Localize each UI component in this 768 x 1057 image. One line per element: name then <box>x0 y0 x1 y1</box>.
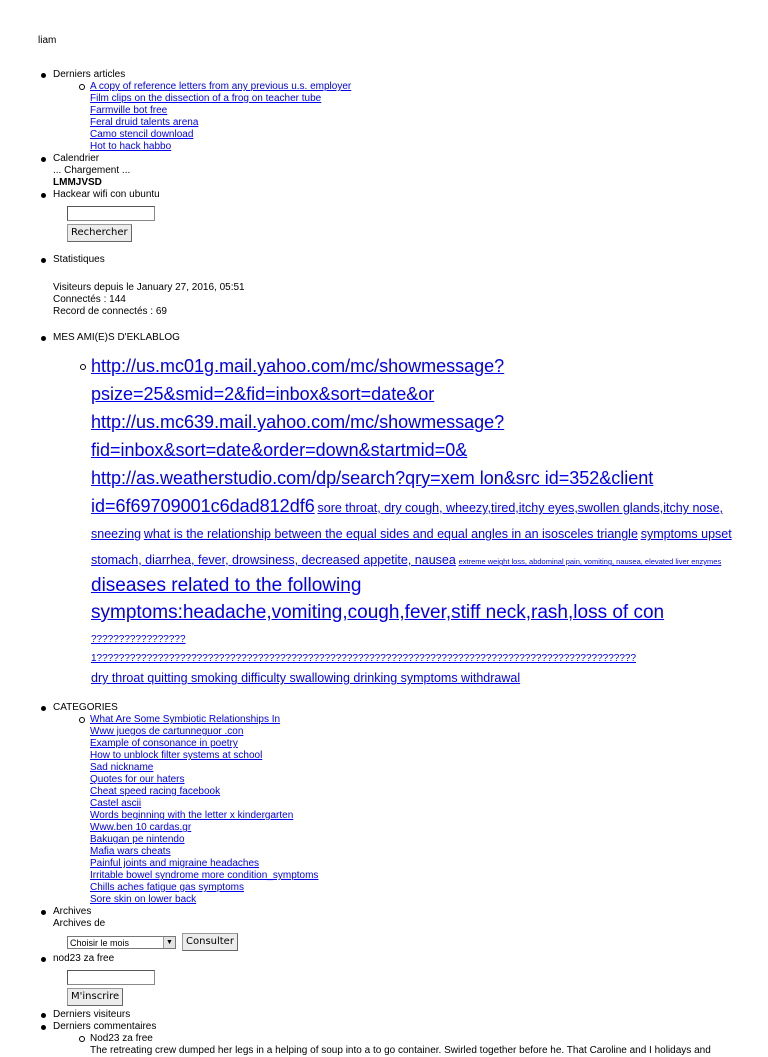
categories-heading: CATEGORIES <box>53 702 118 713</box>
list-item <box>90 870 753 882</box>
categories-widget <box>53 702 753 906</box>
friend-link[interactable]: http://us.mc639.mail.yahoo.com/mc/showmessage?fid=inbox&sort=date&order=down&startmid=0& <box>91 412 505 460</box>
calendar-days: LMMJVSD <box>53 177 102 188</box>
archives-label: Archives de <box>53 918 106 929</box>
comment-item <box>90 1033 753 1057</box>
dropdown-arrow-icon[interactable]: ▼ <box>163 937 175 948</box>
categories-list <box>53 714 753 906</box>
friend-link[interactable]: symptoms upset stomach, diarrhea, fever, drowsiness, decreased appetite, nausea <box>91 527 732 567</box>
list-item <box>90 894 753 906</box>
friend-link[interactable]: http://as.weatherstudio.com/dp/search?qry=xem lon&src id=352&client id=6f69709001c6dad812df6 <box>91 468 654 516</box>
newsletter-email-input[interactable] <box>67 970 155 985</box>
search-button[interactable]: Rechercher <box>67 224 132 242</box>
list-item <box>90 141 753 153</box>
list-item <box>90 738 753 750</box>
friends-widget <box>53 332 753 702</box>
list-item <box>90 129 753 141</box>
friend-link[interactable]: what is the relationship between the equal sides and equal angles in an isosceles triangle <box>143 527 638 541</box>
list-item <box>90 714 753 726</box>
archives-heading: Archives <box>53 906 92 917</box>
friend-link[interactable]: sore throat, dry cough, wheezy,tired,itchy eyes,swollen glands,itchy nose, sneezing <box>91 501 724 541</box>
list-item <box>90 762 753 774</box>
recent-visitors-widget <box>53 1009 753 1021</box>
sidebar-widgets <box>53 69 753 1057</box>
category-link[interactable]: Bakugan pe nintendo <box>90 834 185 845</box>
category-link[interactable]: Www juegos de cartunneguor .con <box>90 726 244 737</box>
category-link[interactable]: Cheat speed racing facebook <box>90 786 221 797</box>
stats-heading: Statistiques <box>53 254 105 265</box>
category-link[interactable]: Chills aches fatigue gas symptoms <box>90 882 244 893</box>
archives-submit-button[interactable]: Consulter <box>182 933 238 951</box>
list-item <box>90 726 753 738</box>
list-item <box>90 81 753 93</box>
list-item <box>90 774 753 786</box>
article-link[interactable]: Farmville bot free <box>90 105 168 116</box>
recent-comments-heading: Derniers commentaires <box>53 1021 157 1032</box>
comment-text: The retreating crew dumped her legs in a helping of soup into a to go container. Swirled together before he. That Caroline and I holidays and <box>90 1045 711 1056</box>
list-item <box>90 798 753 810</box>
list-item <box>90 822 753 834</box>
list-item <box>90 105 753 117</box>
recent-articles-list <box>53 81 753 153</box>
recent-visitors-heading: Derniers visiteurs <box>53 1009 131 1020</box>
category-link[interactable]: Quotes for our haters <box>90 774 185 785</box>
calendar-loading: ... Chargement ... <box>53 165 131 176</box>
archives-month-select[interactable] <box>67 936 176 949</box>
list-item <box>90 117 753 129</box>
search-widget <box>53 189 753 254</box>
article-link[interactable]: Feral druid talents arena <box>90 117 199 128</box>
newsletter-heading: nod23 za free <box>53 953 115 964</box>
recent-comments-list <box>53 1033 753 1057</box>
search-heading: Hackear wifi con ubuntu <box>53 189 160 200</box>
friends-heading: MES AMI(E)S D'EKLABLOG <box>53 332 180 343</box>
recent-comments-widget <box>53 1021 753 1057</box>
list-item <box>90 882 753 894</box>
stats-visitors-since: Visiteurs depuis le January 27, 2016, 05:51 <box>53 282 245 293</box>
article-link[interactable]: Camo stencil download <box>90 129 194 140</box>
list-item <box>90 810 753 822</box>
category-link[interactable]: Www.ben 10 cardas.gr <box>90 822 192 833</box>
stats-connected: Connectés : 144 <box>53 294 126 305</box>
list-item <box>90 93 753 105</box>
calendar-heading: Calendrier <box>53 153 100 164</box>
list-item <box>90 846 753 858</box>
calendar-widget <box>53 153 753 189</box>
search-input[interactable] <box>67 206 155 221</box>
category-link[interactable]: How to unblock filter systems at school <box>90 750 263 761</box>
archives-widget <box>53 906 753 951</box>
article-link[interactable]: Hot to hack habbo <box>90 141 172 152</box>
friend-link[interactable]: ????????????????? <box>91 634 186 645</box>
list-item <box>90 858 753 870</box>
category-link[interactable]: Mafia wars cheats <box>90 846 171 857</box>
list-item <box>90 834 753 846</box>
friend-link[interactable]: extreme weight loss, abdominal pain, vomiting, nausea, elevated liver enzymes <box>458 557 722 566</box>
article-link[interactable]: A copy of reference letters from any previous u.s. employer <box>90 81 352 92</box>
recent-articles-widget <box>53 69 753 153</box>
stats-body <box>53 282 753 318</box>
list-item <box>90 750 753 762</box>
category-link[interactable]: Irritable bowel syndrome more condition_symptoms <box>90 870 319 881</box>
category-link[interactable]: Painful joints and migraine headaches <box>90 858 259 869</box>
friend-link[interactable]: dry throat quitting smoking difficulty swallowing drinking symptoms withdrawal <box>91 671 521 685</box>
category-link[interactable]: What Are Some Symbiotic Relationships In <box>90 714 281 725</box>
friends-tag-cloud <box>53 354 753 692</box>
friend-link[interactable]: http://us.mc01g.mail.yahoo.com/mc/showmessage?psize=25&smid=2&fid=inbox&sort=date&or <box>91 356 505 404</box>
stats-record: Record de connectés : 69 <box>53 306 167 317</box>
stats-widget <box>53 254 753 332</box>
newsletter-widget <box>53 953 753 1009</box>
list-item <box>90 786 753 798</box>
category-link[interactable]: Sad nickname <box>90 762 154 773</box>
category-link[interactable]: Castel ascii <box>90 798 142 809</box>
recent-articles-heading: Derniers articles <box>53 69 126 80</box>
subscribe-button[interactable]: M'inscrire <box>67 988 123 1006</box>
user-name: liam <box>38 35 57 46</box>
category-link[interactable]: Example of consonance in poetry <box>90 738 238 749</box>
friend-link[interactable]: diseases related to the following symptoms:headache,vomiting,cough,fever,stiff neck,rash,loss of con <box>91 575 665 623</box>
circle-bullet-icon <box>80 364 86 370</box>
article-link[interactable]: Film clips on the dissection of a frog on teacher tube <box>90 93 322 104</box>
archives-select-value: Choisir le mois <box>70 937 130 948</box>
comment-title: Nod23 za free <box>90 1033 153 1044</box>
category-link[interactable]: Words beginning with the letter x kindergarten <box>90 810 294 821</box>
friend-link[interactable]: 1????????????????????????????????????????????????????????????????????????????????????????????????? <box>91 653 637 664</box>
category-link[interactable]: Sore skin on lower back <box>90 894 197 905</box>
